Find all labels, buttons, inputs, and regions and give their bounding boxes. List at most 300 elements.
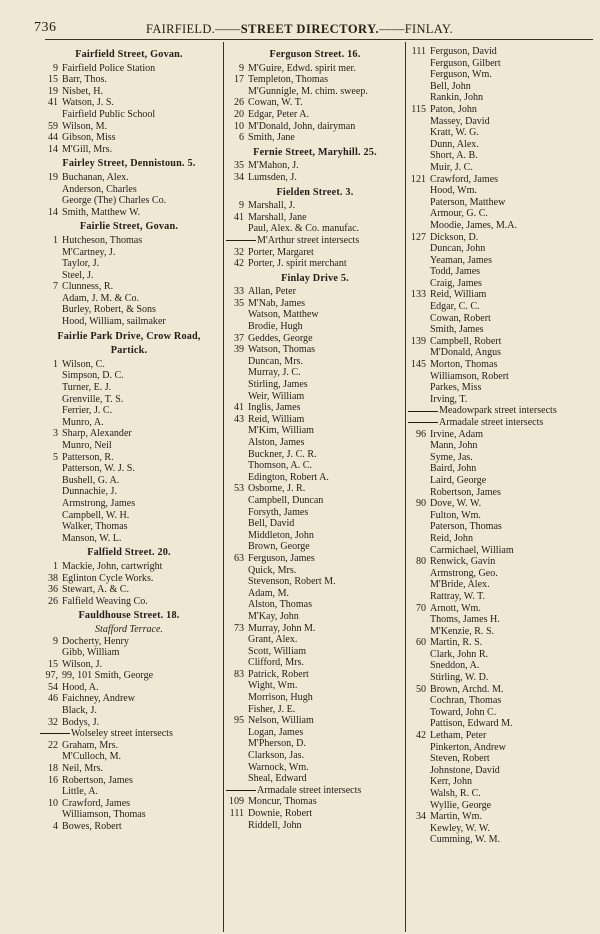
house-number: 36 [47,584,58,596]
resident-name: Ferguson, James [248,552,315,564]
house-number [408,800,430,812]
resident-name: Stewart, A. & C. [62,584,129,596]
house-number [408,347,430,359]
house-number [226,762,248,774]
house-number [226,565,248,577]
resident-name: Bodys, J. [62,716,100,728]
directory-entry [40,304,218,316]
intersection-dash [40,733,70,734]
resident-name: Crawford, James [62,797,131,809]
directory-entry [408,116,594,128]
resident-name: Bushell, G. A. [62,474,120,486]
house-number [408,301,430,313]
resident-name: Wilson, C. [62,358,105,370]
directory-entry [408,811,594,823]
resident-name: Munro, A. [62,416,104,428]
house-number [408,127,430,139]
house-number: 32 [47,716,58,728]
house-number: 1 [52,234,58,246]
directory-entry [226,402,404,414]
house-number [408,626,430,638]
resident-name: Marshall, Jane [248,211,307,223]
directory-entry [40,132,218,144]
directory-entry [226,391,404,403]
house-number [408,266,430,278]
house-number [408,208,430,220]
house-number: 26 [47,595,58,607]
street-heading: Fairlie Park Drive, Crow Road, [57,330,201,342]
intersection-note [226,785,404,797]
directory-entry [408,614,594,626]
house-number [226,449,248,461]
directory-entry [408,301,594,313]
resident-name: Edgar, C. C. [430,301,480,313]
house-number [408,81,430,93]
house-number: 20 [233,108,244,120]
street-heading: Finlay Drive 5. [281,272,349,284]
resident-name: George (The) Charles Co. [62,195,167,207]
house-number: 17 [233,74,244,86]
directory-entry [408,266,594,278]
house-number: 54 [47,681,58,693]
street-heading: Fairlie Street, Govan. [79,221,179,233]
directory-entry [408,753,594,765]
house-number: 35 [233,297,244,309]
resident-name: Reid, John [430,532,473,544]
directory-entry [40,740,218,752]
directory-entry [40,144,218,156]
house-number: 39 [233,344,244,356]
house-number [408,765,430,777]
directory-entry [408,637,594,649]
directory-entry [226,796,404,808]
directory-entry [226,200,404,212]
resident-name: Wilson, M. [62,120,108,132]
resident-name: Stirling, James [248,379,308,391]
house-number [40,258,62,270]
house-number [408,243,430,255]
house-number: 4 [52,821,58,832]
directory-entry [408,232,594,244]
resident-name: Anderson, Charles [62,183,137,195]
resident-name: Mackie, John, cartwright [62,560,163,572]
house-number: 3 [52,428,58,440]
resident-name: Todd, James [430,266,481,278]
house-number [408,324,430,336]
directory-entry [226,97,404,109]
resident-name: Forsyth, James [248,506,309,518]
house-number: 5 [52,451,58,463]
directory-entry [226,356,404,368]
directory-entry [408,382,594,394]
directory-entry [226,599,404,611]
house-number [408,753,430,765]
resident-name: Steel, J. [62,269,94,281]
street-heading: Fauldhouse Street. 18. [78,610,180,622]
resident-name: Robertson, James [430,486,501,498]
directory-entry [40,270,218,282]
house-number [40,751,62,763]
house-number [408,162,430,174]
resident-name: Steven, Robert [430,753,490,765]
resident-name: Duncan, Mrs. [248,355,303,367]
house-number [40,370,62,382]
house-number: 96 [415,428,426,440]
directory-entry [408,440,594,452]
directory-entry [408,289,594,301]
directory-entry [408,742,594,754]
resident-name: Paterson, Matthew [430,196,506,208]
resident-name: Hood, William, sailmaker [62,316,166,328]
house-number: 60 [415,637,426,649]
house-number: 15 [47,658,58,670]
resident-name: Moodie, James, M.A. [430,219,518,231]
resident-name: Dove, W. W. [430,498,482,510]
house-number: 50 [415,683,426,695]
house-number [226,309,248,321]
house-number [408,521,430,533]
directory-entry [226,223,404,235]
directory-entry [40,584,218,596]
directory-entry [408,521,594,533]
resident-name: Stevenson, Robert M. [248,576,336,588]
house-number [408,834,430,846]
directory-entry [226,86,404,98]
resident-name: Fairfield Police Station [62,62,156,74]
house-number [40,521,62,533]
street-heading: Fairfield Street, Govan. [75,49,183,60]
resident-name: M'Kenzie, R. S. [430,625,495,637]
directory-entry [40,521,218,533]
house-number [408,487,430,499]
resident-name: M'Nab, James [248,297,306,309]
resident-name: Ferrier, J. C. [62,405,113,417]
resident-name: Kratt, W. G. [430,127,479,139]
directory-entry [226,333,404,345]
house-number: 133 [410,289,426,301]
house-number [40,809,62,821]
house-number [226,750,248,762]
house-number: 46 [47,693,58,705]
directory-entry [226,121,404,133]
directory-entry [226,762,404,774]
resident-name: Letham, Peter [430,730,487,742]
directory-entry [40,293,218,305]
directory-entry [408,475,594,487]
house-number [408,278,430,290]
directory-entry [40,405,218,417]
house-number: 35 [233,160,244,172]
resident-name: Taylor, J. [62,258,100,270]
resident-name: Porter, J. spirit merchant [248,258,347,270]
resident-name: Patterson, W. J. S. [62,463,135,475]
house-number [40,304,62,316]
house-number [226,518,248,530]
house-number: 14 [47,143,58,155]
street-heading: Partick. [110,345,148,357]
house-number: 6 [238,132,244,144]
house-number [226,738,248,750]
directory-entry [226,344,404,356]
house-number: 18 [47,763,58,775]
directory-entry [408,660,594,672]
house-number: 38 [47,572,58,584]
resident-name: Short, A. B. [430,150,478,162]
house-number [40,382,62,394]
directory-entry [408,324,594,336]
directory-entry [226,367,404,379]
house-number: 32 [233,246,244,258]
resident-name: Muir, J. C. [430,161,473,173]
house-number [408,313,430,325]
resident-name: Scott, William [248,645,307,657]
intersection-note [408,405,594,417]
resident-name: Kerr, John [430,776,473,788]
house-number: 14 [47,206,58,218]
directory-entry [40,382,218,394]
resident-name: Moncur, Thomas [248,796,317,808]
directory-entry [40,705,218,717]
resident-name: Dickson, D. [430,231,479,243]
house-number: 9 [52,62,58,74]
directory-entry [408,150,594,162]
directory-entry [408,313,594,325]
house-number [226,460,248,472]
directory-entry [226,773,404,785]
directory-entry [40,809,218,821]
house-number [408,545,430,557]
house-number: 7 [52,281,58,293]
intersection-dash [408,411,438,412]
directory-entry [226,507,404,519]
directory-entry [408,545,594,557]
running-head-right: FINLAY. [404,22,454,36]
street-heading: Falfield Street. 20. [87,547,171,559]
street-heading: Fielden Street. 3. [276,186,354,198]
resident-name: Pattison, Edward M. [430,718,513,730]
directory-entry [408,568,594,580]
house-number [408,660,430,672]
house-number [408,788,430,800]
resident-name: Fairfield Public School [62,108,156,120]
house-number [408,533,430,545]
directory-entry [40,647,218,659]
resident-name: Dunnachie, J. [62,486,117,498]
resident-name: M'Donald, Angus [430,347,502,359]
resident-name: Syme, Jas. [430,451,473,463]
house-number [40,647,62,659]
resident-name: Smith, Matthew W. [62,206,141,218]
directory-entry [226,820,404,832]
house-number [408,695,430,707]
directory-entry [408,649,594,661]
directory-entry [408,429,594,441]
resident-name: Laird, George [430,474,487,486]
directory-entry [40,670,218,682]
house-number [226,576,248,588]
directory-entry [408,626,594,638]
resident-name: Ferguson, Gilbert [430,57,501,69]
resident-name: Adam, M. [248,587,290,599]
house-number [408,510,430,522]
directory-entry [408,58,594,70]
house-number: 90 [415,498,426,510]
house-number: 42 [233,258,244,270]
house-number [40,486,62,498]
house-number: 83 [233,668,244,680]
directory-entry [226,565,404,577]
resident-name: Murray, J. C. [248,367,301,379]
directory-entry [40,636,218,648]
directory-entry [40,247,218,259]
house-number [408,185,430,197]
street-heading: Fernie Street, Maryhill. 25. [253,146,377,158]
house-number [408,58,430,70]
resident-name: Eglinton Cycle Works. [62,572,154,584]
directory-entry [226,172,404,184]
resident-name: Turner, E. J. [62,382,112,394]
directory-entry [40,316,218,328]
resident-name: Simpson, D. C. [62,370,124,382]
resident-name: Patrick, Robert [248,668,309,680]
resident-name: Templeton, Thomas [248,74,329,86]
house-number [408,440,430,452]
resident-name: Alston, James [248,437,305,448]
house-number [40,293,62,305]
resident-name: Hood, A. [62,681,99,693]
directory-entry [226,611,404,623]
house-number [408,382,430,394]
resident-name: Johnstone, David [430,764,500,776]
directory-entry [40,74,218,86]
directory-entry [40,63,218,75]
directory-entry [226,727,404,739]
resident-name: Williamson, Thomas [62,809,146,821]
directory-entry [408,765,594,777]
house-number [408,116,430,128]
resident-name: M'Kay, John [248,610,299,622]
house-number [226,646,248,658]
directory-entry [40,417,218,429]
directory-entry [226,247,404,259]
directory-entry [408,603,594,615]
house-number [226,599,248,611]
directory-entry [40,394,218,406]
directory-entry [226,530,404,542]
directory-entry [226,63,404,75]
resident-name: Weir, William [248,390,305,402]
directory-entry [226,414,404,426]
directory-entry [226,379,404,391]
directory-entry [408,243,594,255]
house-number: 70 [415,602,426,614]
house-number: 1 [52,358,58,370]
house-number [226,704,248,716]
resident-name: M'Mahon, J. [248,160,299,172]
resident-name: Inglis, James [248,402,301,414]
directory-entry [40,751,218,763]
house-number [40,316,62,328]
directory-entry [40,510,218,522]
column-divider [223,42,224,932]
house-number: 115 [411,103,426,115]
header-rule [45,39,593,40]
directory-entry [40,370,218,382]
directory-entry [40,659,218,671]
resident-name: Morrison, Hugh [248,692,313,704]
house-number: 95 [233,715,244,727]
house-number [226,472,248,484]
resident-name: Armour, G. C. [430,208,488,220]
directory-entry [40,596,218,608]
resident-name: Wight, Wm. [248,680,298,692]
directory-entry [226,449,404,461]
directory-column-3 [408,46,594,846]
directory-entry [226,109,404,121]
house-number [226,495,248,507]
house-number [40,705,62,717]
resident-name: Paton, John [430,103,477,115]
house-number [226,611,248,623]
house-number [408,649,430,661]
directory-entry [40,682,218,694]
house-number [226,680,248,692]
resident-name: M'Bride, Alex. [430,579,490,591]
resident-name: Wyllie, George [430,799,492,811]
house-number [40,786,62,798]
resident-name: Crawford, James [430,173,499,185]
directory-entry [226,460,404,472]
resident-name: Rattray, W. T. [430,590,486,602]
house-number [408,718,430,730]
directory-entry [40,281,218,293]
resident-name: Sneddon, A. [430,660,480,672]
directory-entry [40,359,218,371]
house-number: 9 [238,200,244,212]
house-number [408,92,430,104]
directory-entry [226,286,404,298]
directory-entry [40,573,218,585]
house-number: 53 [233,483,244,495]
directory-entry [408,185,594,197]
resident-name: Campbell, Duncan [248,494,324,506]
resident-name: Paterson, Thomas [430,521,502,533]
resident-name: M'Cartney, J. [62,246,116,258]
resident-name: Burley, Robert, & Sons [62,304,156,316]
house-number: 9 [52,635,58,647]
resident-name: Nisbet, H. [62,85,104,97]
resident-name: Gibson, Miss [62,132,116,144]
house-number: 37 [233,332,244,344]
resident-name: Campbell, Robert [430,335,502,347]
resident-name: Stirling, W. D. [430,672,489,684]
directory-entry [226,541,404,553]
resident-name: Carmichael, William [430,544,514,556]
house-number: 41 [233,211,244,223]
directory-entry [40,786,218,798]
directory-entry [226,704,404,716]
house-number [226,425,248,437]
resident-name: Parkes, Miss [430,382,482,394]
resident-name: Sheal, Edward [248,773,307,785]
directory-entry [226,425,404,437]
page-number: 736 [34,20,57,35]
directory-entry [40,258,218,270]
resident-name: Graham, Mrs. [62,739,119,751]
house-number: 80 [415,556,426,568]
directory-entry [408,278,594,290]
directory-column-1 [40,46,218,833]
